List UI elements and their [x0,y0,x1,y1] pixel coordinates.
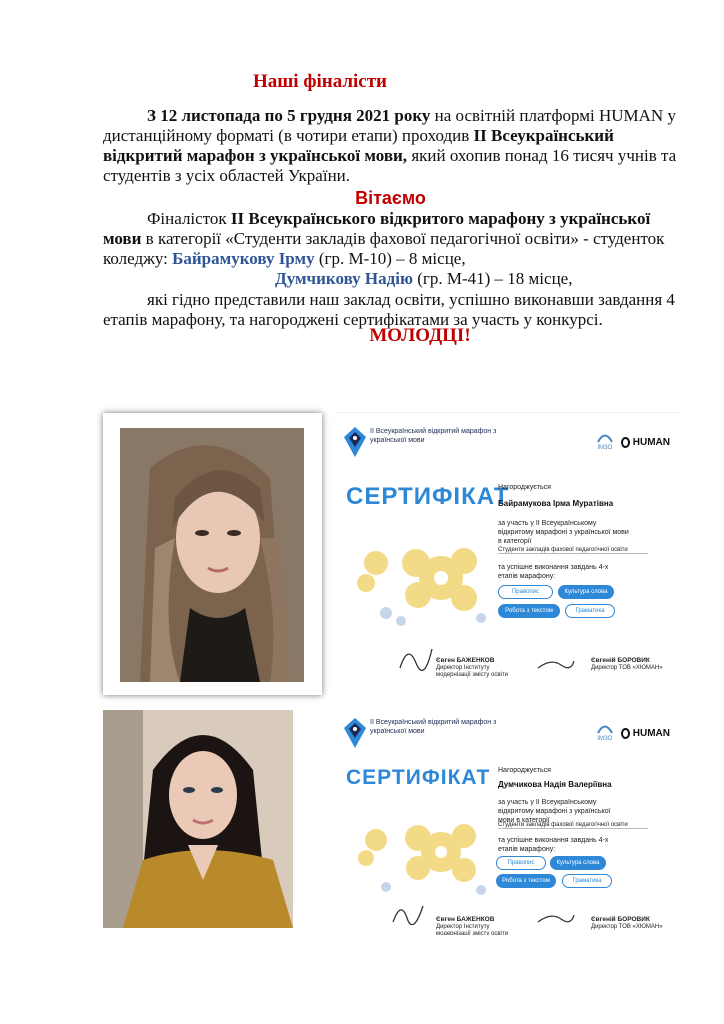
human-o-icon [621,437,630,448]
human-label: HUMAN [632,727,670,739]
photo-frame-1 [103,413,322,695]
marathon-logo-icon [344,427,366,457]
signature-1 [436,916,516,935]
sig1-role: Директор Інституту модернізації змісту освіти [436,665,508,678]
finalists-event: ІІ Всеукраїнського відкритого марафону з української мови [103,209,651,248]
cert-category: Студенти закладів фахової педагогічної освіти [498,547,648,554]
human-o-icon [621,728,630,739]
signature-2-icon [536,653,576,673]
student2-line [275,269,572,289]
task-badge-1: Правопис [496,856,546,870]
task-badge-3: Робота з текстом [498,604,560,618]
intro-event: ІІ Всеукраїнський відкритий марафон з української мови, [103,126,614,165]
task-badge-4: Граматика [565,604,615,618]
task-badge-4: Граматика [562,874,612,888]
sig2-role: Директор ТОВ «ХЮМАН» [591,665,663,671]
human-logo [621,437,670,448]
human-logo [621,728,670,739]
task-badge-1: Правопис [498,585,553,599]
intro-text-1: на освітній платформі HUMAN у дистанційному форматі (в чотири етапи) проходив [103,106,676,145]
cert-header [344,427,500,457]
signature-2-icon [536,908,576,926]
student-photo-1 [120,428,304,682]
intro-paragraph [103,106,678,186]
student2-rest: (гр. М-41) – 18 місце, [412,269,573,288]
finalists-category: в категорії «Студенти закладів фахової педагогічної освіти» - студенток коледжу: [103,229,665,268]
cert-participation: за участь у ІІ Всеукраїнському відкритому марафоні з української мови в категорії [498,799,611,824]
partner-logos [597,433,670,451]
flower-ornament-icon [346,523,496,633]
task-badge-3: Робота з текстом [496,874,556,888]
imzo-logo [597,433,613,451]
cert-recipient: Байрамукова Ірма Муратівна [498,499,614,508]
bravo-heading: МОЛОДЦІ! [369,325,471,346]
sig1-role: Директор Інституту модернізації змісту освіти [436,924,508,935]
marathon-logo-icon [344,718,366,748]
finalists-paragraph [103,209,678,269]
imzo-icon [597,433,613,443]
cert-title: СЕРТИФІКАТ [346,483,510,510]
greeting-heading: Вітаємо [355,188,426,208]
signature-1 [436,657,516,679]
human-label: HUMAN [632,436,670,448]
cert-title: СЕРТИФІКАТ [346,766,491,789]
sig2-name: Євгеній БОРОВИК [591,916,650,923]
cert-completed: та успішне виконання завдань 4-х етапів марафону: [498,564,609,580]
student1-name: Байрамукову Ірму [172,249,315,268]
imzo-label: ІМЗО [597,445,613,451]
sig1-name: Євген БАЖЕНКОВ [436,916,495,923]
signature-1-icon [398,643,438,671]
student1-rest: (гр. М-10) – 8 місце, [314,249,466,268]
cert-recipient: Думчикова Надія Валеріївна [498,780,612,789]
page-title: Наші фіналісти [252,71,388,92]
signature-1-icon [391,900,427,925]
signature-2 [591,916,663,931]
student-photo-2 [103,710,293,928]
cert-category: Студенти закладів фахової педагогічної освіти [498,822,648,829]
partner-logos [597,724,670,742]
imzo-icon [597,724,613,734]
intro-dates: З 12 листопада по 5 грудня 2021 року [147,106,431,125]
sig2-role: Директор ТОВ «ХЮМАН» [591,924,663,930]
sig2-name: Євгеній БОРОВИК [591,657,650,664]
cert-header-text: ІІ Всеукраїнський відкритий марафон з української мови [370,719,497,735]
sig1-name: Євген БАЖЕНКОВ [436,657,495,664]
cert-header-text: ІІ Всеукраїнський відкритий марафон з української мови [370,428,497,444]
certificate-1 [336,412,680,691]
intro-text-2: який охопив понад 16 тисяч учнів та студентів з усіх областей України. [103,146,677,185]
imzo-logo [597,724,613,742]
cert-header [344,718,500,748]
flower-ornament-icon [346,802,496,902]
task-badge-2: Культура слова [558,585,614,599]
student2-name: Думчикову Надію [275,269,413,288]
cert-awarded: Нагороджується [498,767,551,774]
cert-completed: та успішне виконання завдань 4-х етапів марафону: [498,837,609,853]
finalists-lead: Фіналісток [147,209,231,228]
signature-2 [591,657,663,672]
task-badge-2: Культура слова [550,856,606,870]
closing-paragraph: які гідно представили наш заклад освіти, успішно виконавши завдання 4 етапів марафону, та нагороджені сертифікатами за участь у конкурсі. [103,290,675,329]
imzo-label: ІМЗО [597,736,613,742]
cert-participation: за участь у ІІ Всеукраїнському відкритому марафоні з української мови в категорії [498,520,629,545]
cert-awarded: Нагороджується [498,484,551,491]
certificate-2 [336,710,680,935]
